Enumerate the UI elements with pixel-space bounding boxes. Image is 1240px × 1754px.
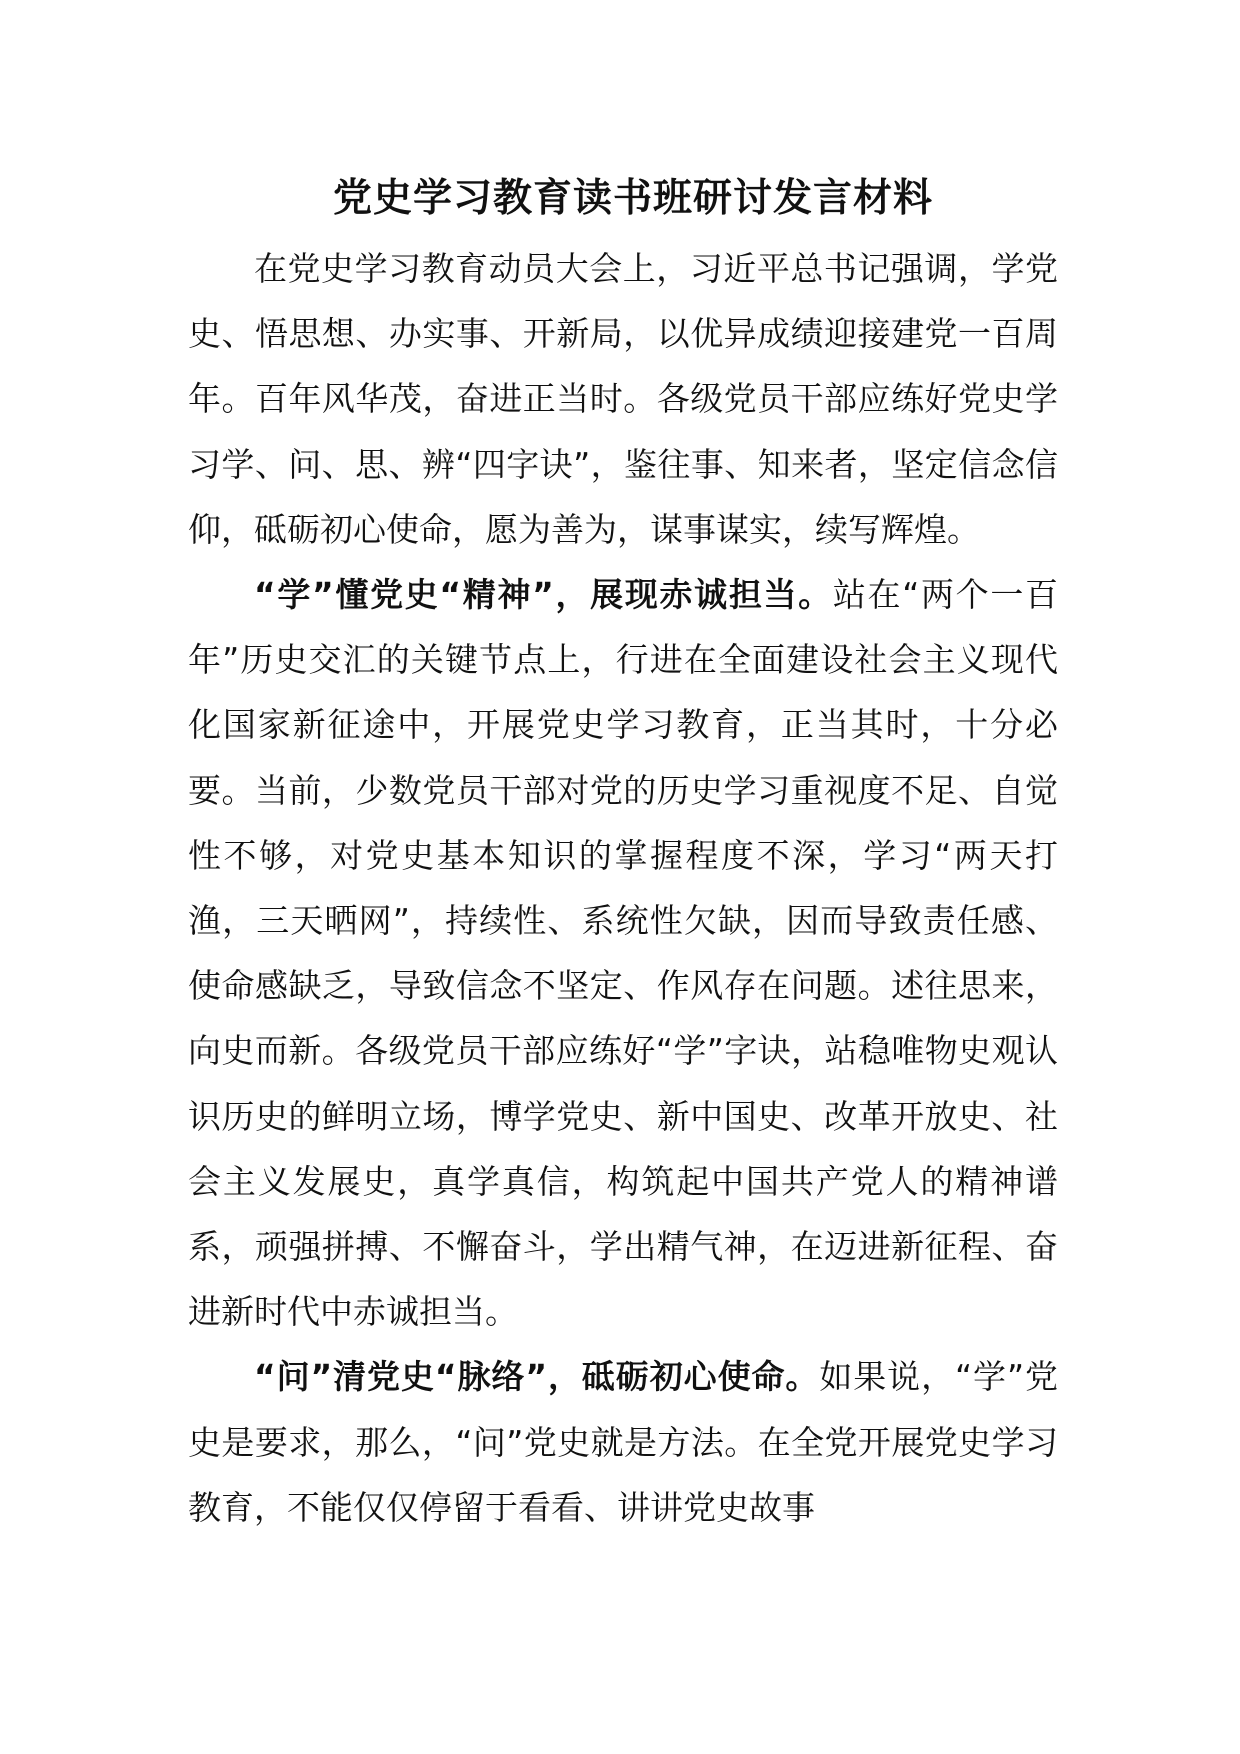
- paragraph-text: 如果说，“学”党史是要求，那么，“问”党史就是方法。在全党开展党史学习教育，不能仅仅停留于看看、讲讲党史故事: [188, 1357, 1058, 1527]
- paragraph-study: [188, 562, 1058, 1344]
- paragraph-ask: [188, 1344, 1058, 1540]
- document-body: [188, 168, 1058, 1540]
- paragraph-text: 站在“两个一百年”历史交汇的关键节点上，行进在全面建设社会主义现代化国家新征途中，开展党史学习教育，正当其时，十分必要。当前，少数党员干部对党的历史学习重视度不足、自觉性不够，对党史基本知识的掌握程度不深，学习“两天打渔，三天晒网”，持续性、系统性欠缺，因而导致责任感、使命感缺乏，导致信念不坚定、作风存在问题。述往思来，向史而新。各级党员干部应练好“学”字诀，站稳唯物史观认识历史的鲜明立场，博学党史、新中国史、改革开放史、社会主义发展史，真学真信，构筑起中国共产党人的精神谱系，顽强拼搏、不懈奋斗，学出精气神，在迈进新征程、奋进新时代中赤诚担当。: [188, 575, 1058, 1332]
- paragraph-intro: [188, 236, 1058, 562]
- paragraph-text: 在党史学习教育动员大会上，习近平总书记强调，学党史、悟思想、办实事、开新局，以优异成绩迎接建党一百周年。百年风华茂，奋进正当时。各级党员干部应练好党史学习学、问、思、辨“四字诀”，鉴往事、知来者，坚定信念信仰，砥砺初心使命，愿为善为，谋事谋实，续写辉煌。: [188, 249, 1058, 549]
- document-title: 党史学习教育读书班研讨发言材料: [332, 176, 933, 221]
- paragraph-lead: “问”清党史“脉络”，砥砺初心使命。: [254, 1357, 820, 1397]
- paragraph-lead: “学”懂党史“精神”，展现赤诚担当。: [254, 575, 833, 615]
